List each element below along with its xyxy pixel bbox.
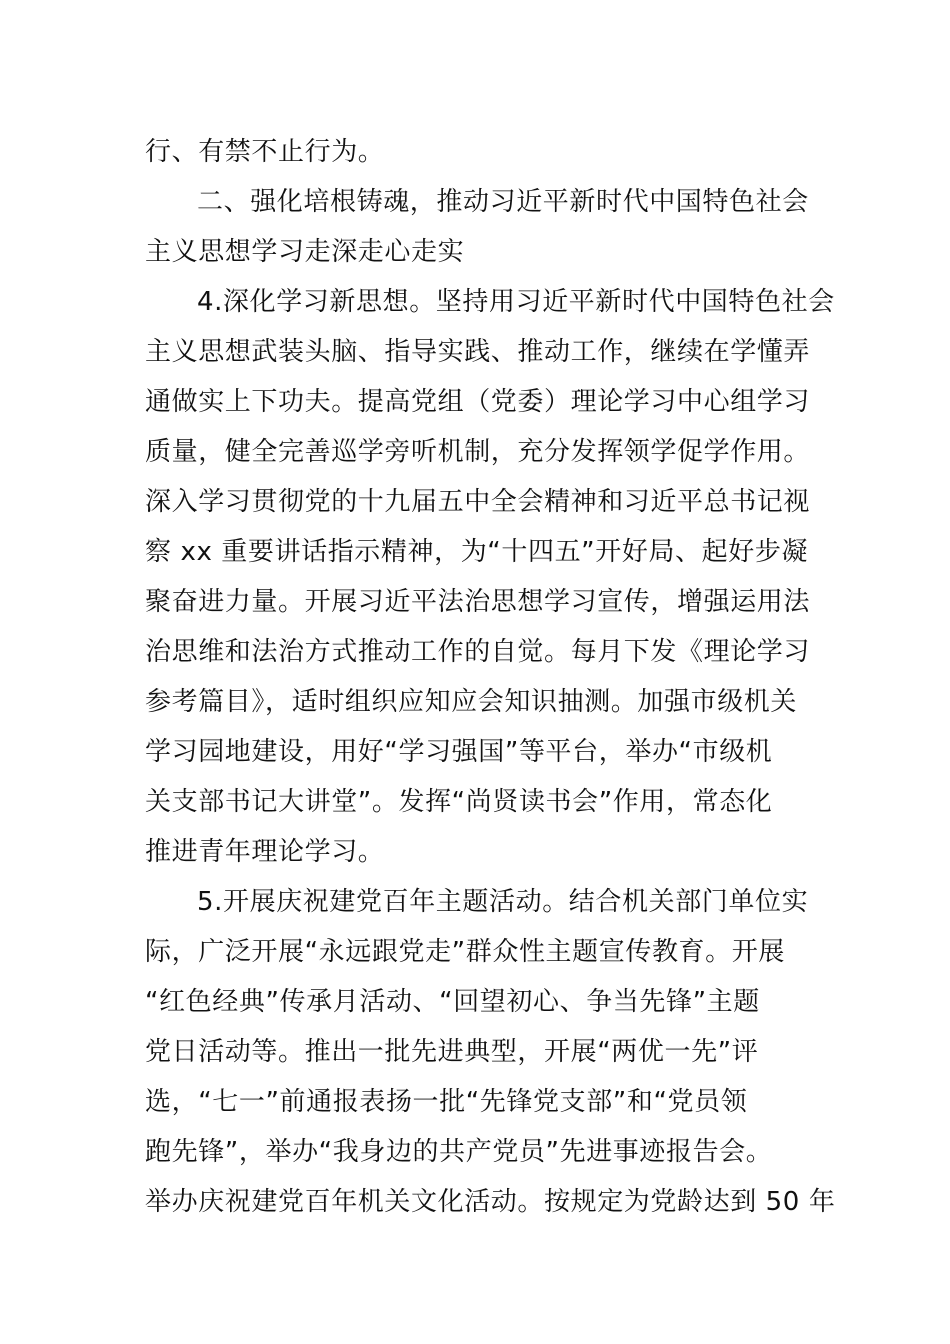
text-line: 察 xx 重要讲话指示精神，为“十四五”开好局、起好步凝 <box>145 537 809 567</box>
text-line: “红色经典”传承月活动、“回望初心、争当先锋”主题 <box>145 987 760 1017</box>
text-line: 深入学习贯彻党的十九届五中全会精神和习近平总书记视 <box>145 487 811 517</box>
text-line: 行、有禁不止行为。 <box>145 137 385 167</box>
paragraph-first-line: 5.开展庆祝建党百年主题活动。结合机关部门单位实 <box>197 887 809 917</box>
text-line: 选，“七一”前通报表扬一批“先锋党支部”和“党员领 <box>145 1087 748 1117</box>
text-line: 参考篇目》，适时组织应知应会知识抽测。加强市级机关 <box>145 687 798 717</box>
text-line: 通做实上下功夫。提高党组（党委）理论学习中心组学习 <box>145 387 811 417</box>
text-line: 际，广泛开展“永远跟党走”群众性主题宣传教育。开展 <box>145 937 785 967</box>
text-line: 举办庆祝建党百年机关文化活动。按规定为党龄达到 50 年 <box>145 1187 836 1217</box>
section-heading-line: 二、强化培根铸魂，推动习近平新时代中国特色社会 <box>197 187 809 217</box>
text-line: 党日活动等。推出一批先进典型，开展“两优一先”评 <box>145 1037 759 1067</box>
text-line: 学习园地建设，用好“学习强国”等平台，举办“市级机 <box>145 737 773 767</box>
section-heading-line: 主义思想学习走深走心走实 <box>145 237 465 267</box>
paragraph-first-line: 4.深化学习新思想。坚持用习近平新时代中国特色社会 <box>197 287 835 317</box>
text-line: 推进青年理论学习。 <box>145 837 385 867</box>
text-line: 质量，健全完善巡学旁听机制，充分发挥领学促学作用。 <box>145 437 811 467</box>
text-line: 关支部书记大讲堂”。发挥“尚贤读书会”作用，常态化 <box>145 787 773 817</box>
text-line: 聚奋进力量。开展习近平法治思想学习宣传，增强运用法 <box>145 587 811 617</box>
text-line: 主义思想武装头脑、指导实践、推动工作，继续在学懂弄 <box>145 337 811 367</box>
text-line: 跑先锋”，举办“我身边的共产党员”先进事迹报告会。 <box>145 1137 773 1167</box>
text-line: 治思维和法治方式推动工作的自觉。每月下发《理论学习 <box>145 637 811 667</box>
